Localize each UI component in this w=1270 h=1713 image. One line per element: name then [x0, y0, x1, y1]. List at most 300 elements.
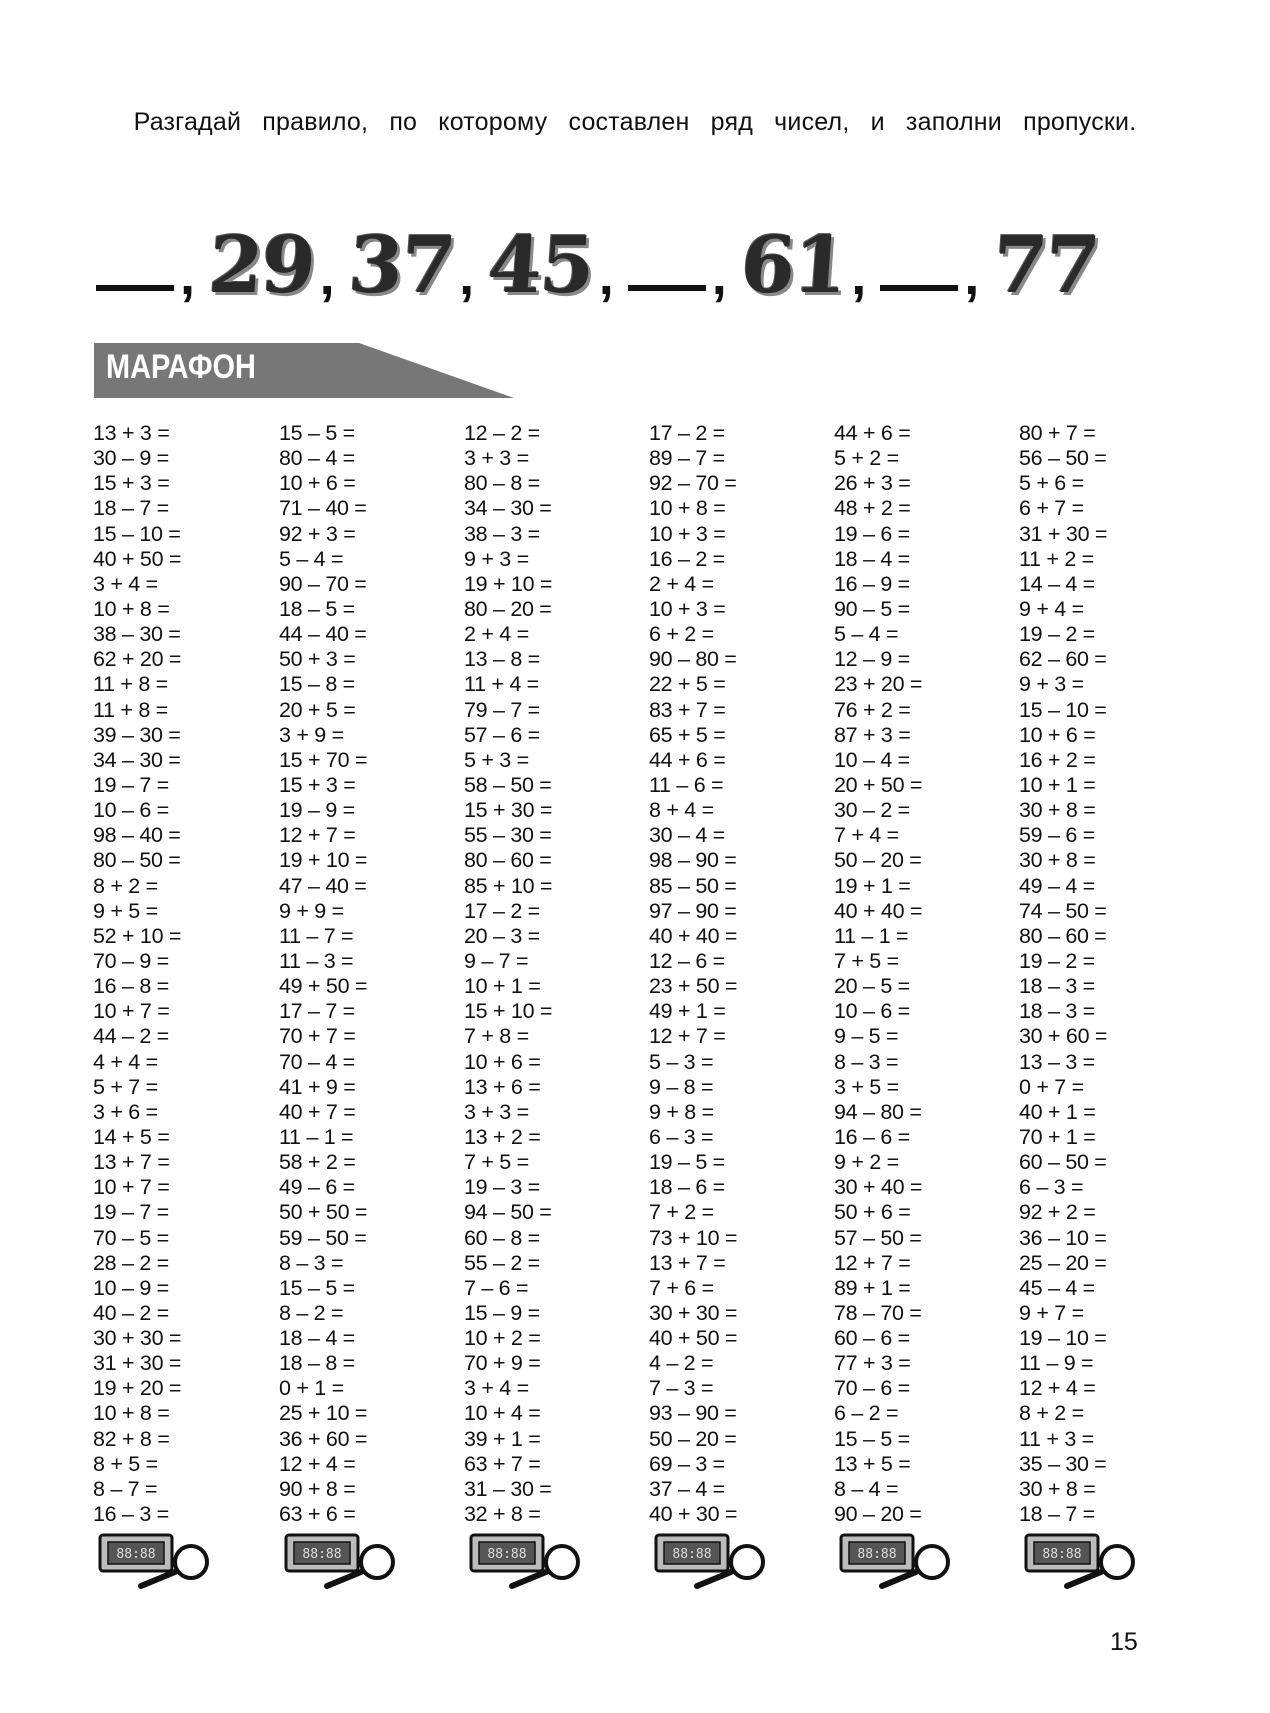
- sequence-value: 45: [484, 220, 596, 311]
- equation: 40 – 2 =: [93, 1300, 169, 1325]
- sequence-blank[interactable]: [628, 246, 727, 306]
- equation: 13 – 3 =: [1019, 1049, 1095, 1074]
- equation: 37 – 4 =: [649, 1476, 725, 1501]
- equation: 65 + 5 =: [649, 722, 726, 747]
- equation: 19 + 1 =: [834, 873, 911, 898]
- exercise-column-4: [649, 421, 829, 1527]
- equation: 16 – 2 =: [649, 546, 725, 571]
- equation: 44 + 6 =: [834, 421, 911, 445]
- equation: 48 + 2 =: [834, 496, 911, 521]
- equation: 6 – 3 =: [649, 1124, 714, 1149]
- equation: 10 + 1 =: [1019, 772, 1096, 797]
- equation: 19 – 3 =: [464, 1175, 540, 1200]
- equation: 8 + 2 =: [1019, 1401, 1084, 1426]
- equation: 97 – 90 =: [649, 898, 737, 923]
- equation: 13 + 5 =: [834, 1451, 911, 1476]
- equation: 18 – 7 =: [1019, 1502, 1095, 1527]
- equation: 92 + 2 =: [1019, 1200, 1096, 1225]
- equation: 8 – 7 =: [93, 1476, 158, 1501]
- equation: 15 – 9 =: [464, 1300, 540, 1325]
- equation: 34 – 30 =: [93, 747, 181, 772]
- svg-text:88:88: 88:88: [116, 1547, 156, 1562]
- equation: 6 – 3 =: [1019, 1175, 1084, 1200]
- equation: 92 + 3 =: [279, 521, 356, 546]
- equation: 70 + 9 =: [464, 1351, 541, 1376]
- equation: 10 + 7 =: [93, 1175, 170, 1200]
- equation: 70 + 7 =: [279, 1024, 356, 1049]
- equation: 94 – 80 =: [834, 1099, 922, 1124]
- equation: 10 + 6 =: [279, 471, 356, 496]
- equation: 10 + 6 =: [1019, 722, 1096, 747]
- sequence-comma: ,: [180, 246, 196, 306]
- equation: 30 + 40 =: [834, 1175, 923, 1200]
- equation: 9 + 5 =: [93, 898, 158, 923]
- equation: 57 – 6 =: [464, 722, 540, 747]
- equation: 16 – 9 =: [834, 571, 910, 596]
- equation: 8 – 3 =: [834, 1049, 899, 1074]
- equation: 41 + 9 =: [279, 1074, 356, 1099]
- equation: 5 – 3 =: [649, 1049, 714, 1074]
- equation: 44 – 40 =: [279, 622, 367, 647]
- equation: 15 – 8 =: [279, 672, 355, 697]
- equation: 20 + 5 =: [279, 697, 356, 722]
- equation: 19 – 9 =: [279, 798, 355, 823]
- equation: 40 + 30 =: [649, 1502, 738, 1527]
- equation: 69 – 3 =: [649, 1451, 725, 1476]
- equation: 73 + 10 =: [649, 1225, 738, 1250]
- sequence-value: 77: [990, 220, 1102, 311]
- equation: 10 + 3 =: [649, 521, 726, 546]
- equation: 90 – 70 =: [279, 571, 367, 596]
- equation: 5 – 4 =: [834, 622, 899, 647]
- equation: 23 + 50 =: [649, 974, 738, 999]
- equation: 83 + 7 =: [649, 697, 726, 722]
- equation: 40 + 50 =: [93, 546, 182, 571]
- equation: 57 – 50 =: [834, 1225, 922, 1250]
- equation: 49 + 50 =: [279, 974, 368, 999]
- equation: 3 + 6 =: [93, 1099, 158, 1124]
- timer-magnifier-icon: [1023, 1532, 1143, 1592]
- equation: 19 – 10 =: [1019, 1326, 1107, 1351]
- equation: 85 + 10 =: [464, 873, 553, 898]
- sequence-comma: ,: [851, 246, 867, 306]
- equation: 63 + 7 =: [464, 1451, 541, 1476]
- equation: 20 + 50 =: [834, 772, 923, 797]
- equation: 22 + 5 =: [649, 672, 726, 697]
- equation: 2 + 4 =: [649, 571, 714, 596]
- equation: 11 + 4 =: [464, 672, 539, 697]
- equation: 50 + 50 =: [279, 1200, 368, 1225]
- equation: 38 – 30 =: [93, 622, 181, 647]
- equation: 70 + 1 =: [1019, 1124, 1096, 1149]
- equation: 39 + 1 =: [464, 1426, 541, 1451]
- equation: 12 + 7 =: [649, 1024, 726, 1049]
- equation: 90 + 8 =: [279, 1476, 356, 1501]
- equation: 3 + 4 =: [464, 1376, 529, 1401]
- svg-text:88:88: 88:88: [672, 1547, 712, 1562]
- equation: 11 + 8 =: [93, 697, 168, 722]
- equation: 36 – 10 =: [1019, 1225, 1107, 1250]
- equation: 3 + 4 =: [93, 571, 158, 596]
- equation: 4 + 4 =: [93, 1049, 158, 1074]
- equation: 9 + 4 =: [1019, 596, 1084, 621]
- equation: 18 – 5 =: [279, 596, 355, 621]
- equation: 19 + 10 =: [464, 571, 553, 596]
- equation: 63 + 6 =: [279, 1502, 356, 1527]
- equation: 10 + 4 =: [464, 1401, 541, 1426]
- equation: 18 – 3 =: [1019, 974, 1095, 999]
- equation: 55 – 30 =: [464, 823, 552, 848]
- equation: 9 + 9 =: [279, 898, 344, 923]
- equation: 19 – 2 =: [1019, 622, 1095, 647]
- timer-magnifier-icon: [283, 1532, 403, 1592]
- equation: 74 – 50 =: [1019, 898, 1107, 923]
- sequence-blank[interactable]: [96, 246, 196, 306]
- equation: 15 – 10 =: [93, 521, 181, 546]
- equation: 76 + 2 =: [834, 697, 911, 722]
- equation: 10 – 6 =: [834, 999, 910, 1024]
- equation: 55 – 2 =: [464, 1250, 540, 1275]
- equation: 36 + 60 =: [279, 1426, 368, 1451]
- equation: 25 – 20 =: [1019, 1250, 1107, 1275]
- timer-magnifier-icon: [653, 1532, 773, 1592]
- equation: 80 – 60 =: [1019, 923, 1107, 948]
- sequence-comma: ,: [319, 246, 335, 306]
- equation: 8 – 2 =: [279, 1300, 344, 1325]
- equation: 7 + 8 =: [464, 1024, 529, 1049]
- equation: 15 – 10 =: [1019, 697, 1107, 722]
- equation: 3 + 3 =: [464, 446, 529, 471]
- equation: 90 – 20 =: [834, 1502, 922, 1527]
- exercise-column-5: [834, 421, 1014, 1527]
- sequence-number: [484, 220, 614, 311]
- equation: 80 – 4 =: [279, 446, 355, 471]
- svg-text:88:88: 88:88: [487, 1547, 527, 1562]
- equation: 19 + 20 =: [93, 1376, 182, 1401]
- equation: 50 – 20 =: [649, 1426, 737, 1451]
- equation: 17 – 2 =: [649, 421, 725, 445]
- equation: 50 + 6 =: [834, 1200, 911, 1225]
- equation: 10 + 2 =: [464, 1326, 541, 1351]
- equation: 8 – 3 =: [279, 1250, 344, 1275]
- equation: 56 – 50 =: [1019, 446, 1107, 471]
- equation: 31 + 30 =: [93, 1351, 182, 1376]
- equation: 13 + 6 =: [464, 1074, 541, 1099]
- equation: 40 + 40 =: [649, 923, 738, 948]
- equation: 9 + 8 =: [649, 1099, 714, 1124]
- equation: 11 – 3 =: [279, 948, 354, 973]
- sequence-blank[interactable]: [880, 246, 980, 306]
- equation: 14 – 4 =: [1019, 571, 1095, 596]
- equation: 62 + 20 =: [93, 647, 182, 672]
- equation: 12 – 2 =: [464, 421, 540, 445]
- equation: 8 + 4 =: [649, 798, 714, 823]
- equation: 16 – 3 =: [93, 1502, 169, 1527]
- equation: 30 + 8 =: [1019, 1476, 1096, 1501]
- equation: 10 – 6 =: [93, 798, 169, 823]
- equation: 89 + 1 =: [834, 1275, 911, 1300]
- equation: 19 + 10 =: [279, 848, 368, 873]
- equation: 40 + 50 =: [649, 1326, 738, 1351]
- equation: 15 – 5 =: [279, 1275, 355, 1300]
- equation: 50 + 3 =: [279, 647, 356, 672]
- equation: 11 – 6 =: [649, 772, 724, 797]
- equation: 12 + 4 =: [1019, 1376, 1096, 1401]
- equation: 13 + 7 =: [93, 1150, 170, 1175]
- equation: 10 + 3 =: [649, 596, 726, 621]
- equation: 6 + 2 =: [649, 622, 714, 647]
- equation: 13 – 8 =: [464, 647, 540, 672]
- equation: 30 + 60 =: [1019, 1024, 1108, 1049]
- equation: 70 – 6 =: [834, 1376, 910, 1401]
- equation: 52 + 10 =: [93, 923, 182, 948]
- equation: 6 – 2 =: [834, 1401, 899, 1426]
- equation: 87 + 3 =: [834, 722, 911, 747]
- equation: 34 – 30 =: [464, 496, 552, 521]
- equation: 0 + 7 =: [1019, 1074, 1084, 1099]
- equation: 30 + 8 =: [1019, 848, 1096, 873]
- equation: 11 – 1 =: [834, 923, 909, 948]
- equation: 12 – 9 =: [834, 647, 910, 672]
- equation: 80 – 20 =: [464, 596, 552, 621]
- equation: 44 – 2 =: [93, 1024, 169, 1049]
- equation: 58 – 50 =: [464, 772, 552, 797]
- equation: 8 + 2 =: [93, 873, 158, 898]
- equation: 18 – 4 =: [279, 1326, 355, 1351]
- equation: 10 + 7 =: [93, 999, 170, 1024]
- equation: 9 – 5 =: [834, 1024, 899, 1049]
- equation: 70 – 9 =: [93, 948, 169, 973]
- equation: 19 – 7 =: [93, 1200, 169, 1225]
- equation: 19 – 5 =: [649, 1150, 725, 1175]
- blank-line[interactable]: [628, 285, 706, 291]
- equation: 30 + 30 =: [93, 1326, 182, 1351]
- equation: 19 – 2 =: [1019, 948, 1095, 973]
- sequence-value: 61: [737, 220, 849, 311]
- sequence-comma: ,: [459, 246, 475, 306]
- equation: 7 – 6 =: [464, 1275, 529, 1300]
- equation: 7 + 2 =: [649, 1200, 714, 1225]
- equation: 18 – 8 =: [279, 1351, 355, 1376]
- sequence-comma: ,: [964, 246, 980, 306]
- equation: 47 – 40 =: [279, 873, 367, 898]
- equation: 49 + 1 =: [649, 999, 726, 1024]
- equation: 50 – 20 =: [834, 848, 922, 873]
- equation: 4 – 2 =: [649, 1351, 714, 1376]
- timer-magnifier-icon: [838, 1532, 958, 1592]
- equation: 44 + 6 =: [649, 747, 726, 772]
- equation: 13 + 7 =: [649, 1250, 726, 1275]
- equation: 5 + 7 =: [93, 1074, 158, 1099]
- equation: 94 – 50 =: [464, 1200, 552, 1225]
- equation: 15 – 5 =: [834, 1426, 910, 1451]
- svg-text:88:88: 88:88: [302, 1547, 342, 1562]
- equation: 70 – 4 =: [279, 1049, 355, 1074]
- equation: 10 + 6 =: [464, 1049, 541, 1074]
- equation: 9 + 7 =: [1019, 1300, 1084, 1325]
- equation: 80 – 60 =: [464, 848, 552, 873]
- equation: 9 + 2 =: [834, 1150, 899, 1175]
- equation: 15 + 3 =: [93, 471, 170, 496]
- equation: 30 – 2 =: [834, 798, 910, 823]
- equation: 79 – 7 =: [464, 697, 540, 722]
- equation: 60 – 8 =: [464, 1225, 540, 1250]
- equation: 7 + 5 =: [834, 948, 899, 973]
- equation: 8 + 5 =: [93, 1451, 158, 1476]
- equation: 17 – 7 =: [279, 999, 355, 1024]
- equation: 15 + 70 =: [279, 747, 368, 772]
- equation: 40 + 7 =: [279, 1099, 356, 1124]
- equation: 5 + 6 =: [1019, 471, 1084, 496]
- sequence-value: 29: [205, 220, 317, 311]
- equation: 7 + 6 =: [649, 1275, 714, 1300]
- equation: 71 – 40 =: [279, 496, 367, 521]
- equation: 10 + 1 =: [464, 974, 541, 999]
- exercise-column-2: [279, 421, 459, 1527]
- blank-line[interactable]: [96, 285, 174, 291]
- equation: 58 + 2 =: [279, 1150, 356, 1175]
- exercise-column-1: [93, 421, 273, 1527]
- equation: 90 – 5 =: [834, 596, 910, 621]
- equation: 90 – 80 =: [649, 647, 737, 672]
- equation: 89 – 7 =: [649, 446, 725, 471]
- equation: 19 – 7 =: [93, 772, 169, 797]
- equation: 40 + 40 =: [834, 898, 923, 923]
- sequence-number: [990, 220, 1102, 311]
- equation: 30 + 30 =: [649, 1300, 738, 1325]
- equation: 7 + 5 =: [464, 1150, 529, 1175]
- equation: 14 + 5 =: [93, 1124, 170, 1149]
- section-banner: [94, 343, 514, 398]
- page-number: 15: [1110, 1628, 1138, 1656]
- equation: 11 – 1 =: [279, 1124, 354, 1149]
- equation: 30 – 9 =: [93, 446, 169, 471]
- equation: 18 – 7 =: [93, 496, 169, 521]
- equation: 10 + 8 =: [649, 496, 726, 521]
- equation: 15 + 10 =: [464, 999, 553, 1024]
- equation: 19 – 6 =: [834, 521, 910, 546]
- equation: 15 + 3 =: [279, 772, 356, 797]
- equation: 16 + 2 =: [1019, 747, 1096, 772]
- equation: 10 + 8 =: [93, 596, 170, 621]
- sequence-comma: ,: [711, 246, 727, 306]
- equation: 38 – 3 =: [464, 521, 540, 546]
- equation: 45 – 4 =: [1019, 1275, 1095, 1300]
- equation: 3 + 9 =: [279, 722, 344, 747]
- equation: 20 – 5 =: [834, 974, 910, 999]
- section-title: МАРАФОН: [106, 348, 256, 386]
- equation: 15 + 30 =: [464, 798, 553, 823]
- equation: 98 – 90 =: [649, 848, 737, 873]
- equation: 40 + 1 =: [1019, 1099, 1096, 1124]
- equation: 18 – 3 =: [1019, 999, 1095, 1024]
- equation: 11 + 3 =: [1019, 1426, 1094, 1451]
- equation: 30 – 4 =: [649, 823, 725, 848]
- equation: 28 – 2 =: [93, 1250, 169, 1275]
- timer-magnifier-icon: [97, 1532, 217, 1592]
- equation: 11 – 7 =: [279, 923, 354, 948]
- equation: 12 + 7 =: [834, 1250, 911, 1275]
- equation: 5 + 2 =: [834, 446, 899, 471]
- equation: 13 + 3 =: [93, 421, 170, 445]
- equation: 12 + 4 =: [279, 1451, 356, 1476]
- equation: 3 + 3 =: [464, 1099, 529, 1124]
- equation: 12 – 6 =: [649, 948, 725, 973]
- equation: 12 + 7 =: [279, 823, 356, 848]
- equation: 49 – 6 =: [279, 1175, 355, 1200]
- equation: 0 + 1 =: [279, 1376, 344, 1401]
- equation: 5 – 4 =: [279, 546, 344, 571]
- equation: 77 + 3 =: [834, 1351, 911, 1376]
- equation: 25 + 10 =: [279, 1401, 368, 1426]
- exercise-column-6: [1019, 421, 1199, 1527]
- equation: 85 – 50 =: [649, 873, 737, 898]
- equation: 23 + 20 =: [834, 672, 923, 697]
- equation: 60 – 50 =: [1019, 1150, 1107, 1175]
- equation: 92 – 70 =: [649, 471, 737, 496]
- svg-text:88:88: 88:88: [857, 1547, 897, 1562]
- equation: 39 – 30 =: [93, 722, 181, 747]
- equation: 8 – 4 =: [834, 1476, 899, 1501]
- equation: 26 + 3 =: [834, 471, 911, 496]
- instruction-text: Разгадай правило, по которому составлен ряд чисел, и заполни пропуски.: [133, 108, 1137, 136]
- equation: 3 + 5 =: [834, 1074, 899, 1099]
- timer-magnifier-icon: [468, 1532, 588, 1592]
- equation: 59 – 6 =: [1019, 823, 1095, 848]
- blank-line[interactable]: [880, 285, 958, 291]
- equation: 15 – 5 =: [279, 421, 355, 445]
- equation: 70 – 5 =: [93, 1225, 169, 1250]
- equation: 11 + 8 =: [93, 672, 168, 697]
- equation: 13 + 2 =: [464, 1124, 541, 1149]
- equation: 9 + 3 =: [1019, 672, 1084, 697]
- equation: 80 – 8 =: [464, 471, 540, 496]
- equation: 20 – 3 =: [464, 923, 540, 948]
- equation: 9 – 7 =: [464, 948, 529, 973]
- equation: 7 + 4 =: [834, 823, 899, 848]
- sequence-number: [737, 220, 867, 311]
- equation: 5 + 3 =: [464, 747, 529, 772]
- number-sequence-puzzle: [96, 195, 1112, 311]
- equation: 16 – 8 =: [93, 974, 169, 999]
- svg-text:88:88: 88:88: [1042, 1547, 1082, 1562]
- equation: 2 + 4 =: [464, 622, 529, 647]
- sequence-number: [205, 220, 335, 311]
- equation: 10 – 4 =: [834, 747, 910, 772]
- equation: 35 – 30 =: [1019, 1451, 1107, 1476]
- exercise-column-3: [464, 421, 644, 1527]
- equation: 9 + 3 =: [464, 546, 529, 571]
- sequence-comma: ,: [598, 246, 614, 306]
- equation: 10 – 9 =: [93, 1275, 169, 1300]
- equation: 11 + 2 =: [1019, 546, 1094, 571]
- equation: 98 – 40 =: [93, 823, 181, 848]
- equation: 60 – 6 =: [834, 1326, 910, 1351]
- sequence-number: [345, 220, 475, 311]
- equation: 18 – 4 =: [834, 546, 910, 571]
- sequence-value: 37: [345, 220, 457, 311]
- equation: 32 + 8 =: [464, 1502, 541, 1527]
- equation: 30 + 8 =: [1019, 798, 1096, 823]
- equation: 31 – 30 =: [464, 1476, 552, 1501]
- equation: 82 + 8 =: [93, 1426, 170, 1451]
- equation: 9 – 8 =: [649, 1074, 714, 1099]
- equation: 16 – 6 =: [834, 1124, 910, 1149]
- equation: 93 – 90 =: [649, 1401, 737, 1426]
- equation: 78 – 70 =: [834, 1300, 922, 1325]
- equation: 17 – 2 =: [464, 898, 540, 923]
- equation: 80 + 7 =: [1019, 421, 1096, 445]
